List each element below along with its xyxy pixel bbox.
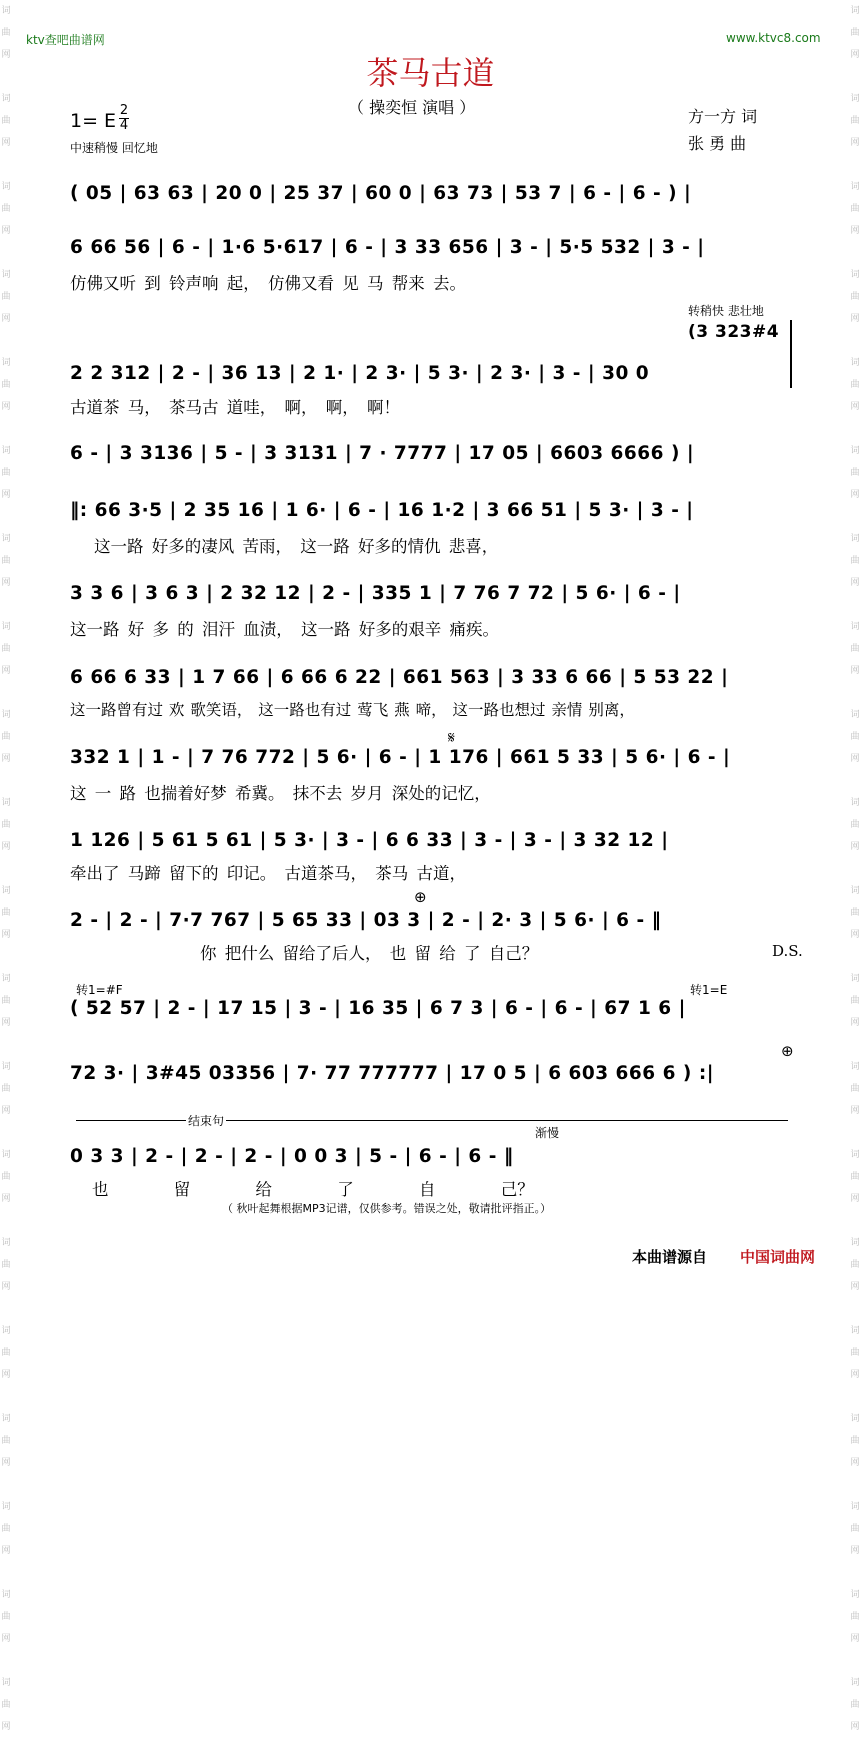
score-row-12-notes: ( 52 57 | 2 - | 17 15 | 3 - | 16 35 | 6 7 3 | 6 - | 6 - | 67 1 6 | <box>70 998 686 1019</box>
time-signature <box>119 104 129 133</box>
site-name-link[interactable]: ktv查吧曲谱网 <box>26 33 105 47</box>
score-row-6-lyrics: 这一路 好多的凄风 苦雨， 这一路 好多的情仇 悲喜， <box>94 537 499 556</box>
score-row-8-notes: 6 66 6 33 | 1 7 66 | 6 66 6 22 | 661 563 | 3 33 6 66 | 5 53 22 | <box>70 667 729 688</box>
site-url-link[interactable]: www.ktvc8.com <box>726 31 821 45</box>
score-row-1-notes: ( 05 | 63 63 | 20 0 | 25 37 | 60 0 | 63 73 | 53 7 | 6 - | 6 - ) | <box>70 183 692 204</box>
singer: （ 操奕恒 演唱 ） <box>348 98 476 117</box>
right-watermark-strip: 词 曲 网 词 曲 网 词 曲 网 词 曲 网 词 曲 网 词 曲 网 词 曲 网 词 曲 网 词 曲 网 词 曲 网 词 曲 网 词 曲 网 词 曲 网 词 曲 网 词 曲 网 词 曲 网 词 曲 网 词 曲 网 词 曲 网 词 曲 网 <box>850 6 860 1732</box>
score-row-5-notes: 6 - | 3 3136 | 5 - | 3 3131 | 7 · 7777 | 17 05 | 6603 6666 ) | <box>70 443 695 464</box>
score-row-14-notes: 0 3 3 | 2 - | 2 - | 2 - | 0 0 3 | 5 - | 6 - | 6 - ‖ <box>70 1146 514 1167</box>
transcription-note: （ 秋叶起舞根据MP3记谱，仅供参考。错误之处，敬请批评指正。） <box>222 1202 552 1215</box>
tempo-marking: 中速稍慢 回忆地 <box>70 141 158 155</box>
score-row-10-lyrics: 牵出了 马蹄 留下的 印记。 古道茶马， 茶马 古道， <box>70 864 466 883</box>
score-row-9-notes: 332 1 | 1 - | 7 76 772 | 5 6· | 6 - | 1 176 | 661 5 33 | 5 6· | 6 - | <box>70 747 731 768</box>
barline <box>790 320 792 388</box>
source-label: 本曲谱源自 <box>632 1248 708 1266</box>
time-sig-bottom: 4 <box>119 118 129 133</box>
score-row-3-notes: (3 323#4 <box>688 322 780 342</box>
score-row-13-notes: 72 3· | 3#45 03356 | 7· 77 777777 | 17 0 5 | 6 603 666 6 ) :| <box>70 1063 714 1084</box>
score-row-2-lyrics: 仿佛又听 到 铃声响 起， 仿佛又看 见 马 帮来 去。 <box>70 274 466 293</box>
lyricist: 方一方 词 <box>688 107 758 126</box>
ending-label: 结束句 <box>188 1114 225 1128</box>
ds-marking: D.S. <box>772 942 803 960</box>
score-row-9-lyrics: 这 一 路 也揣着好梦 希冀。 抹不去 岁月 深处的记忆， <box>70 784 491 803</box>
coda-sign-2: ⊕ <box>781 1042 794 1060</box>
score-row-7-lyrics: 这一路 好 多 的 泪汗 血渍， 这一路 好多的艰辛 痛疾。 <box>70 620 499 639</box>
score-row-2-notes: 6 66 56 | 6 - | 1·6 5·617 | 6 - | 3 33 656 | 3 - | 5·5 532 | 3 - | <box>70 237 705 258</box>
segno-sign: 𝄋 <box>448 728 455 747</box>
score-row-4-notes: 2 2 312 | 2 - | 36 13 | 2 1· | 2 3· | 5 3· | 2 3· | 3 - | 30 0 <box>70 363 650 384</box>
time-sig-top: 2 <box>119 103 129 118</box>
score-row-6-notes: ‖: 66 3·5 | 2 35 16 | 1 6· | 6 - | 16 1·2 | 3 66 51 | 5 3· | 3 - | <box>70 500 694 521</box>
key-change-1: 转1=#F <box>76 983 123 997</box>
left-watermark-strip: 词 曲 网 词 曲 网 词 曲 网 词 曲 网 词 曲 网 词 曲 网 词 曲 网 词 曲 网 词 曲 网 词 曲 网 词 曲 网 词 曲 网 词 曲 网 词 曲 网 词 曲 网 词 曲 网 词 曲 网 词 曲 网 词 曲 网 词 曲 网 <box>1 6 11 1732</box>
coda-sign: ⊕ <box>414 888 427 906</box>
key-signature: 1= E <box>70 110 117 132</box>
score-row-8-lyrics: 这一路曾有过 欢 歌笑语， 这一路也有过 莺飞 燕 啼， 这一路也想过 亲情 别离， <box>70 701 635 719</box>
source-site-link[interactable]: 中国词曲网 <box>740 1248 816 1266</box>
score-row-11-lyrics: 你 把什么 留给了后人， 也 留 给 了 自己？ <box>200 944 539 963</box>
score-row-7-notes: 3 3 6 | 3 6 3 | 2 32 12 | 2 - | 335 1 | 7 76 7 72 | 5 6· | 6 - | <box>70 583 681 604</box>
tempo-change-marking: 转稍快 悲壮地 <box>688 304 764 318</box>
score-row-11-notes: 2 - | 2 - | 7·7 767 | 5 65 33 | 03 3 | 2 - | 2· 3 | 5 6· | 6 - ‖ <box>70 910 662 931</box>
score-row-4-lyrics: 古道茶 马， 茶马古 道哇， 啊， 啊， 啊！ <box>70 398 400 417</box>
score-row-10-notes: 1 126 | 5 61 5 61 | 5 3· | 3 - | 6 6 33 | 3 - | 3 - | 3 32 12 | <box>70 830 669 851</box>
key-change-2: 转1=E <box>690 983 728 997</box>
composer: 张 勇 曲 <box>688 134 747 153</box>
score-row-14-lyrics: 也 留 给 了 自 己？ <box>92 1180 534 1199</box>
song-title: 茶马古道 <box>366 54 495 92</box>
ending-section-rule <box>76 1120 788 1121</box>
ritardando-marking: 渐慢 <box>535 1126 560 1140</box>
